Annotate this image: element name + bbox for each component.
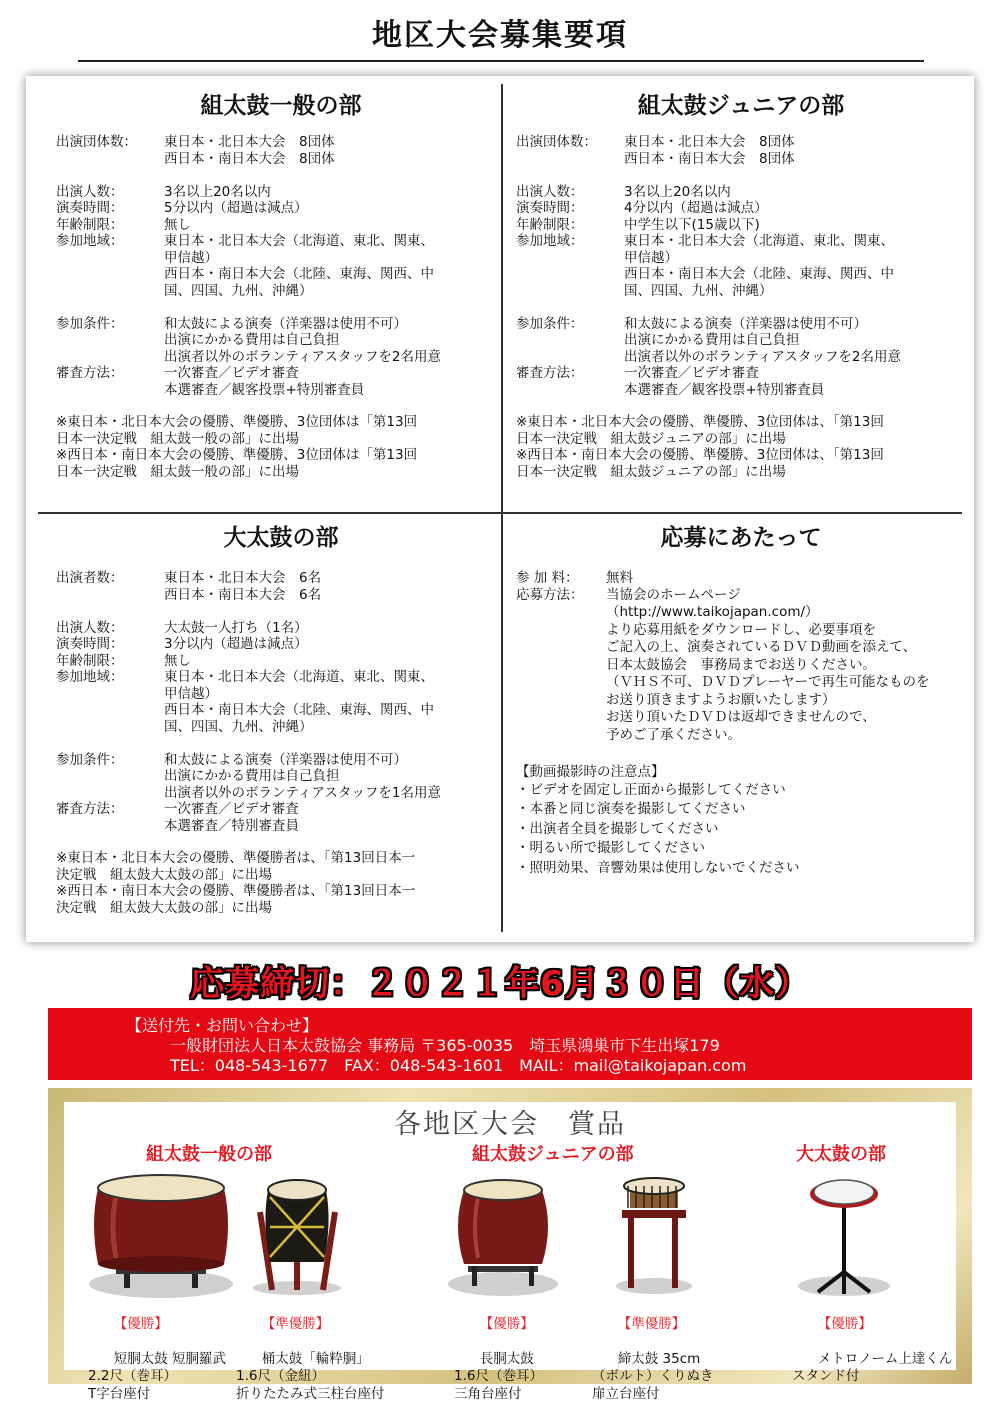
general-rows: [56, 134, 506, 398]
info-row: [56, 653, 506, 670]
prize-item-general-winner: [88, 1298, 226, 1421]
prize-tag: 【準優勝】: [617, 1315, 686, 1332]
info-row: [516, 200, 966, 217]
prize-desc: 締太鼓 35cm （ボルト）くりぬき 扉立台座付: [592, 1350, 714, 1402]
section-odaiko-title: 大太鼓の部: [223, 525, 339, 551]
contact-heading: 【送付先・お問い合わせ】: [126, 1016, 319, 1035]
caution-title: 【動画撮影時の注意点】: [516, 764, 665, 780]
info-label: 出演人数：: [56, 183, 124, 200]
info-row: [516, 233, 966, 299]
info-label: 出演人数：: [56, 619, 124, 636]
info-value: 東日本・北日本大会 8団体 西日本・南日本大会 8団体: [624, 134, 795, 167]
okedo-drum-icon: [250, 1172, 345, 1296]
row-spacer: [516, 167, 966, 184]
prize-tag: 【優勝】: [817, 1315, 872, 1332]
info-value: 和太鼓による演奏（洋楽器は使用不可） 出演にかかる費用は自己負担 出演者以外のボランティアスタッフを2名用意: [624, 315, 901, 365]
apply-method-value: 当協会のホームページ （http://www.taikojapan.com/） より応募用紙をダウンロードし、必要事項を ご記入の上、演奏されているＤＶＤ動画を添えて、 日本太鼓協会 事務局までお送りください。 （ＶＨＳ不可、ＤＶＤプレーヤーで再生可能なものを お送り頂きますようお願いたします） お送り頂いたＤＶＤは返却できませんので、 予めご了承ください。: [606, 586, 930, 743]
info-label: 年齢制限：: [56, 652, 124, 669]
prize-item-junior-runnerup: [592, 1298, 714, 1421]
info-row: [516, 134, 966, 167]
info-label: 出演人数：: [516, 183, 584, 200]
prize-desc: 長胴太鼓 1.6尺（巻耳） 三角台座付: [454, 1350, 543, 1402]
info-label: 演奏時間：: [56, 636, 124, 652]
general-notes: ※東日本・北日本大会の優勝、準優勝、3位団体は「第13回 日本一決定戦 組太鼓一般の部」に出場 ※西日本・南日本大会の優勝、準優勝、3位団体は「第13回 日本一決定戦 組太鼓一般の部」に出場: [56, 414, 418, 480]
section-odaiko: [56, 518, 506, 916]
prize-desc: 短胴太鼓 短胴羅武 2.2尺（巻耳） T字台座付: [88, 1350, 227, 1402]
info-row: [56, 365, 506, 398]
info-value: 一次審査／ビデオ審査 本選審査／特別審査員: [164, 801, 299, 834]
prize-desc: 桶太鼓「輪粋胴」 1.6尺（金紐） 折りたたみ式三柱台座付: [236, 1350, 385, 1402]
info-value: 和太鼓による演奏（洋楽器は使用不可） 出演にかかる費用は自己負担 出演者以外のボランティアスタッフを1名用意: [164, 751, 441, 801]
info-row: [56, 620, 506, 637]
practice-pad-icon: [794, 1172, 894, 1298]
horizontal-divider: [38, 512, 962, 514]
info-label: 参加地域：: [56, 233, 124, 249]
info-label: 年齢制限：: [56, 216, 124, 233]
info-row: [56, 316, 506, 366]
info-row: [56, 217, 506, 234]
apply-fee-label: 参 加 料：: [516, 570, 579, 586]
section-general: [56, 86, 506, 480]
row-spacer: [516, 299, 966, 316]
page-title: 地区大会募集要項: [372, 18, 628, 53]
nagado-drum-icon: [446, 1172, 560, 1296]
caution-item: ・出演者全員を撮影してください: [516, 820, 719, 837]
prize-category-general: 組太鼓一般の部: [146, 1144, 272, 1165]
caution-item: ・明るい所で撮影してください: [516, 840, 705, 856]
info-row: [56, 233, 506, 299]
section-junior-title: 組太鼓ジュニアの部: [637, 93, 845, 119]
contact-box: [48, 1008, 972, 1080]
info-label: 参加地域：: [516, 233, 584, 249]
info-row: [516, 217, 966, 234]
prize-title: 各地区大会 賞品: [394, 1109, 626, 1140]
info-value: 無し: [164, 216, 191, 233]
tanko-drum-icon: [86, 1166, 236, 1298]
section-apply: [516, 518, 966, 878]
info-label: 出演団体数：: [516, 134, 597, 150]
info-value: 3名以上20名以内: [164, 183, 271, 200]
title-divider: [78, 60, 924, 62]
info-value: 中学生以下(15歳以下): [624, 216, 760, 233]
contact-address: 一般財団法人日本太鼓協会 事務局 〒365-0035 埼玉県鴻巣市下生出塚179: [170, 1036, 720, 1055]
info-label: 演奏時間：: [516, 200, 584, 216]
info-value: 東日本・北日本大会 8団体 西日本・南日本大会 8団体: [164, 134, 335, 167]
info-label: 審査方法：: [56, 801, 124, 817]
info-row: [516, 316, 966, 366]
prize-tag: 【優勝】: [113, 1315, 168, 1332]
info-value: 5分以内（超過は減点）: [164, 200, 308, 216]
apply-method-row: [516, 587, 966, 745]
contact-phone-mail: TEL：048-543-1677 FAX：048-543-1601 MAIL：mail@taikojapan.com: [170, 1056, 747, 1075]
info-value: 4分以内（超過は減点）: [624, 200, 768, 216]
prize-category-odaiko: 大太鼓の部: [796, 1144, 886, 1165]
odaiko-notes: ※東日本・北日本大会の優勝、準優勝者は、「第13回日本一 決定戦 組太鼓大太鼓の部」に出場 ※西日本・南日本大会の優勝、準優勝者は、「第13回日本一 決定戦 組太鼓大太鼓の部」に出場: [56, 850, 416, 916]
info-row: [516, 184, 966, 201]
section-general-title: 組太鼓一般の部: [200, 93, 362, 119]
info-label: 審査方法：: [516, 365, 584, 381]
row-spacer: [56, 299, 506, 316]
info-row: [56, 570, 506, 603]
prize-tag: 【準優勝】: [261, 1315, 330, 1332]
info-row: [516, 365, 966, 398]
info-label: 参加条件：: [56, 315, 124, 332]
info-label: 参加地域：: [56, 669, 124, 685]
info-row: [56, 752, 506, 802]
info-value: 一次審査／ビデオ審査 本選審査／観客投票+特別審査員: [624, 365, 825, 398]
info-row: [56, 200, 506, 217]
deadline-banner: 応募締切：２０２１年6月３０日（水）: [190, 964, 810, 1004]
prize-category-junior: 組太鼓ジュニアの部: [472, 1144, 634, 1165]
info-value: 和太鼓による演奏（洋楽器は使用不可） 出演にかかる費用は自己負担 出演者以外のボランティアスタッフを2名用意: [164, 315, 441, 365]
section-junior: [516, 86, 966, 480]
prize-tag: 【優勝】: [479, 1315, 534, 1332]
info-label: 演奏時間：: [56, 200, 124, 216]
prize-panel: [64, 1102, 956, 1402]
apply-fee-row: [516, 570, 966, 587]
info-value: 無し: [164, 652, 191, 669]
prize-desc: メトロノーム上達くん スタンド付: [792, 1350, 953, 1384]
caution-item: ・ビデオを固定し正面から撮影してください: [516, 781, 786, 798]
prize-frame: [48, 1088, 972, 1402]
row-spacer: [56, 167, 506, 184]
prize-item-junior-winner: [454, 1298, 543, 1421]
info-label: 参加条件：: [516, 315, 584, 332]
section-apply-title: 応募にあたって: [660, 525, 822, 551]
info-value: 東日本・北日本大会 6名 西日本・南日本大会 6名: [164, 570, 322, 603]
info-value: 大太鼓一人打ち（1名）: [164, 619, 308, 636]
info-value: 東日本・北日本大会（北海道、東北、関東、 甲信越） 西日本・南日本大会（北陸、東海、関西、中 国、四国、九州、沖縄）: [164, 233, 434, 299]
apply-fee-value: 無料: [606, 570, 633, 586]
info-value: 3名以上20名以内: [624, 183, 731, 200]
info-value: 東日本・北日本大会（北海道、東北、関東、 甲信越） 西日本・南日本大会（北陸、東海、関西、中 国、四国、九州、沖縄）: [164, 669, 434, 735]
odaiko-rows: [56, 570, 506, 834]
info-row: [56, 669, 506, 735]
info-value: 東日本・北日本大会（北海道、東北、関東、 甲信越） 西日本・南日本大会（北陸、東海、関西、中 国、四国、九州、沖縄）: [624, 233, 894, 299]
junior-notes: ※東日本・北日本大会の優勝、準優勝、3位団体は、「第13回 日本一決定戦 組太鼓ジュニアの部」に出場 ※西日本・南日本大会の優勝、準優勝、3位団体は、「第13回 日本一決定戦 組太鼓ジュニアの部」に出場: [516, 414, 884, 480]
info-label: 参加条件：: [56, 751, 124, 768]
caution-item: ・本番と同じ演奏を撮影してください: [516, 801, 746, 817]
caution-item: ・照明効果、音響効果は使用しないでください: [516, 859, 800, 876]
prize-item-general-runnerup: [236, 1298, 385, 1421]
info-value: 3分以内（超過は減点）: [164, 636, 308, 652]
info-row: [56, 636, 506, 653]
info-label: 年齢制限：: [516, 216, 584, 233]
row-spacer: [56, 603, 506, 620]
info-label: 出演団体数：: [56, 134, 137, 150]
info-label: 審査方法：: [56, 365, 124, 381]
info-row: [56, 134, 506, 167]
prize-item-odaiko-winner: [792, 1298, 952, 1403]
info-row: [56, 801, 506, 834]
apply-method-label: 応募方法：: [516, 586, 584, 603]
shime-drum-icon: [614, 1170, 694, 1298]
info-row: [56, 184, 506, 201]
info-value: 一次審査／ビデオ審査 本選審査／観客投票+特別審査員: [164, 365, 365, 398]
caution-list: [516, 781, 966, 879]
info-label: 出演者数：: [56, 570, 124, 586]
requirements-panel: [26, 76, 974, 942]
row-spacer: [56, 735, 506, 752]
junior-rows: [516, 134, 966, 398]
